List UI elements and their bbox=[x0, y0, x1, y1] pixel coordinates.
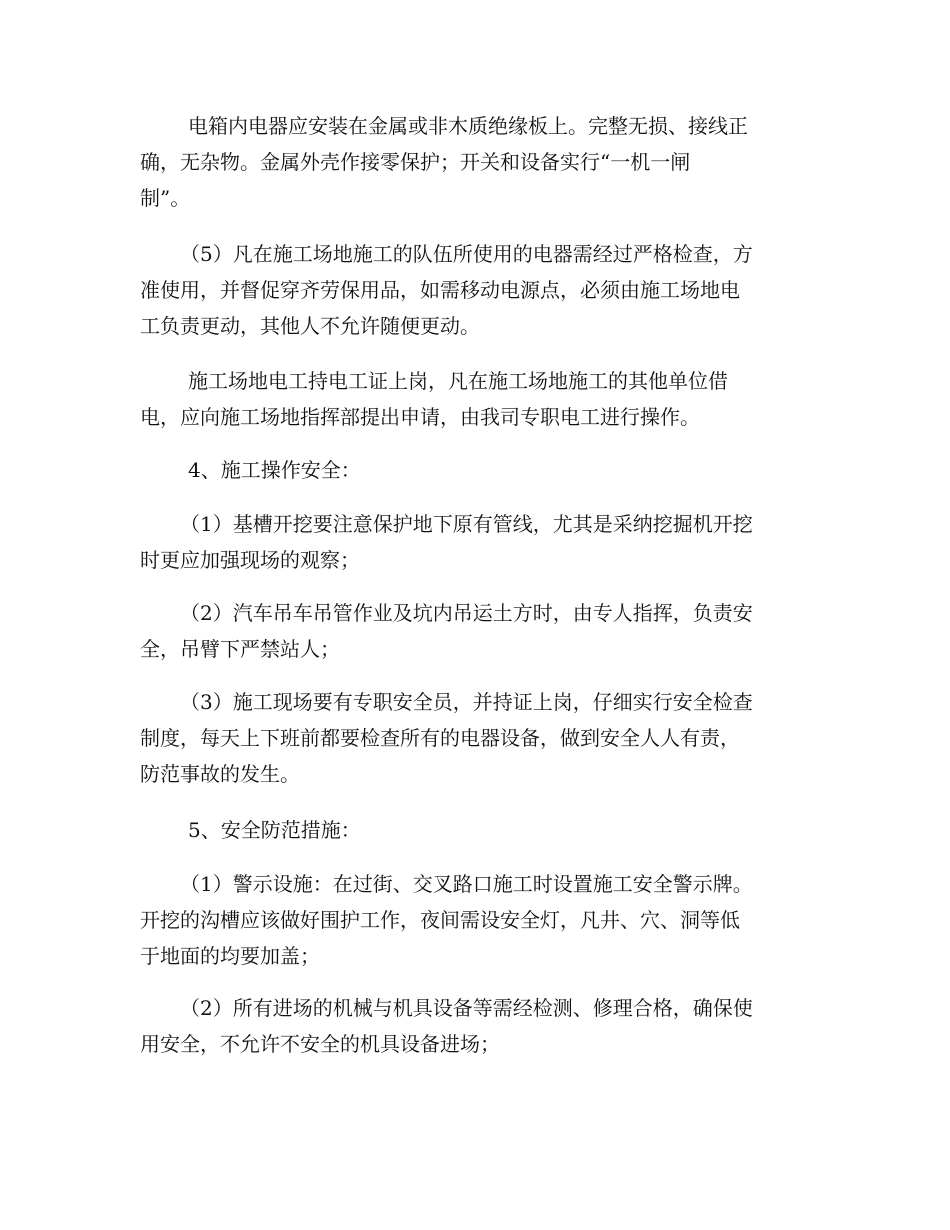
text-line: 开挖的沟槽应该做好围护工作，夜间需设安全灯，凡井、穴、洞等低 bbox=[140, 908, 740, 932]
paragraph-electric-box bbox=[140, 108, 810, 216]
text-line: 电，应向施工场地指挥部提出申请，由我司专职电工进行操作。 bbox=[140, 405, 700, 429]
paragraph-item-5-equipment-check bbox=[140, 236, 810, 344]
section-heading: 5、安全防范措施： bbox=[188, 818, 361, 842]
paragraph-item-3-safety-officer bbox=[140, 684, 810, 792]
text-line: 确，无杂物。金属外壳作接零保护；开关和设备实行“一机一闸 bbox=[140, 150, 691, 174]
section-heading-operation-safety bbox=[140, 452, 810, 488]
text-line: 全，吊臂下严禁站人； bbox=[140, 637, 340, 661]
text-line: 时更应加强现场的观察； bbox=[140, 548, 360, 572]
paragraph-site-electrician bbox=[140, 363, 810, 435]
text-line: （1）基槽开挖要注意保护地下原有管线，尤其是采纳挖掘机开挖 bbox=[180, 512, 753, 536]
text-line: 于地面的均要加盖； bbox=[140, 944, 320, 968]
text-line: 制”。 bbox=[140, 186, 191, 210]
text-line: 准使用，并督促穿齐劳保用品，如需移动电源点，必须由施工场地电 bbox=[140, 278, 740, 302]
paragraph-item-2-crane-operation bbox=[140, 595, 810, 667]
text-line: （2）所有进场的机械与机具设备等需经检测、修理合格，确保使 bbox=[180, 996, 753, 1020]
text-line: 用安全，不允许不安全的机具设备进场； bbox=[140, 1032, 500, 1056]
text-line: 工负责更动，其他人不允许随便更动。 bbox=[140, 314, 480, 338]
section-heading-safety-measures bbox=[140, 812, 810, 848]
text-line: 制度，每天上下班前都要检查所有的电器设备，做到安全人人有责， bbox=[140, 726, 740, 750]
paragraph-item-2-machinery-inspection bbox=[140, 990, 810, 1062]
text-line: 防范事故的发生。 bbox=[140, 762, 300, 786]
text-line: （3）施工现场要有专职安全员，并持证上岗，仔细实行安全检查 bbox=[180, 690, 753, 714]
text-line: （5）凡在施工场地施工的队伍所使用的电器需经过严格检查，方 bbox=[180, 242, 753, 266]
text-line: （2）汽车吊车吊管作业及坑内吊运土方时，由专人指挥，负责安 bbox=[180, 601, 753, 625]
text-line: （1）警示设施：在过街、交叉路口施工时设置施工安全警示牌。 bbox=[180, 872, 753, 896]
paragraph-item-1-trench-excavation bbox=[140, 506, 810, 578]
text-line: 电箱内电器应安装在金属或非木质绝缘板上。完整无损、接线正 bbox=[188, 114, 748, 138]
paragraph-item-1-warning-facilities bbox=[140, 866, 810, 974]
text-line: 施工场地电工持电工证上岗，凡在施工场地施工的其他单位借 bbox=[188, 369, 728, 393]
section-heading: 4、施工操作安全： bbox=[188, 458, 361, 482]
